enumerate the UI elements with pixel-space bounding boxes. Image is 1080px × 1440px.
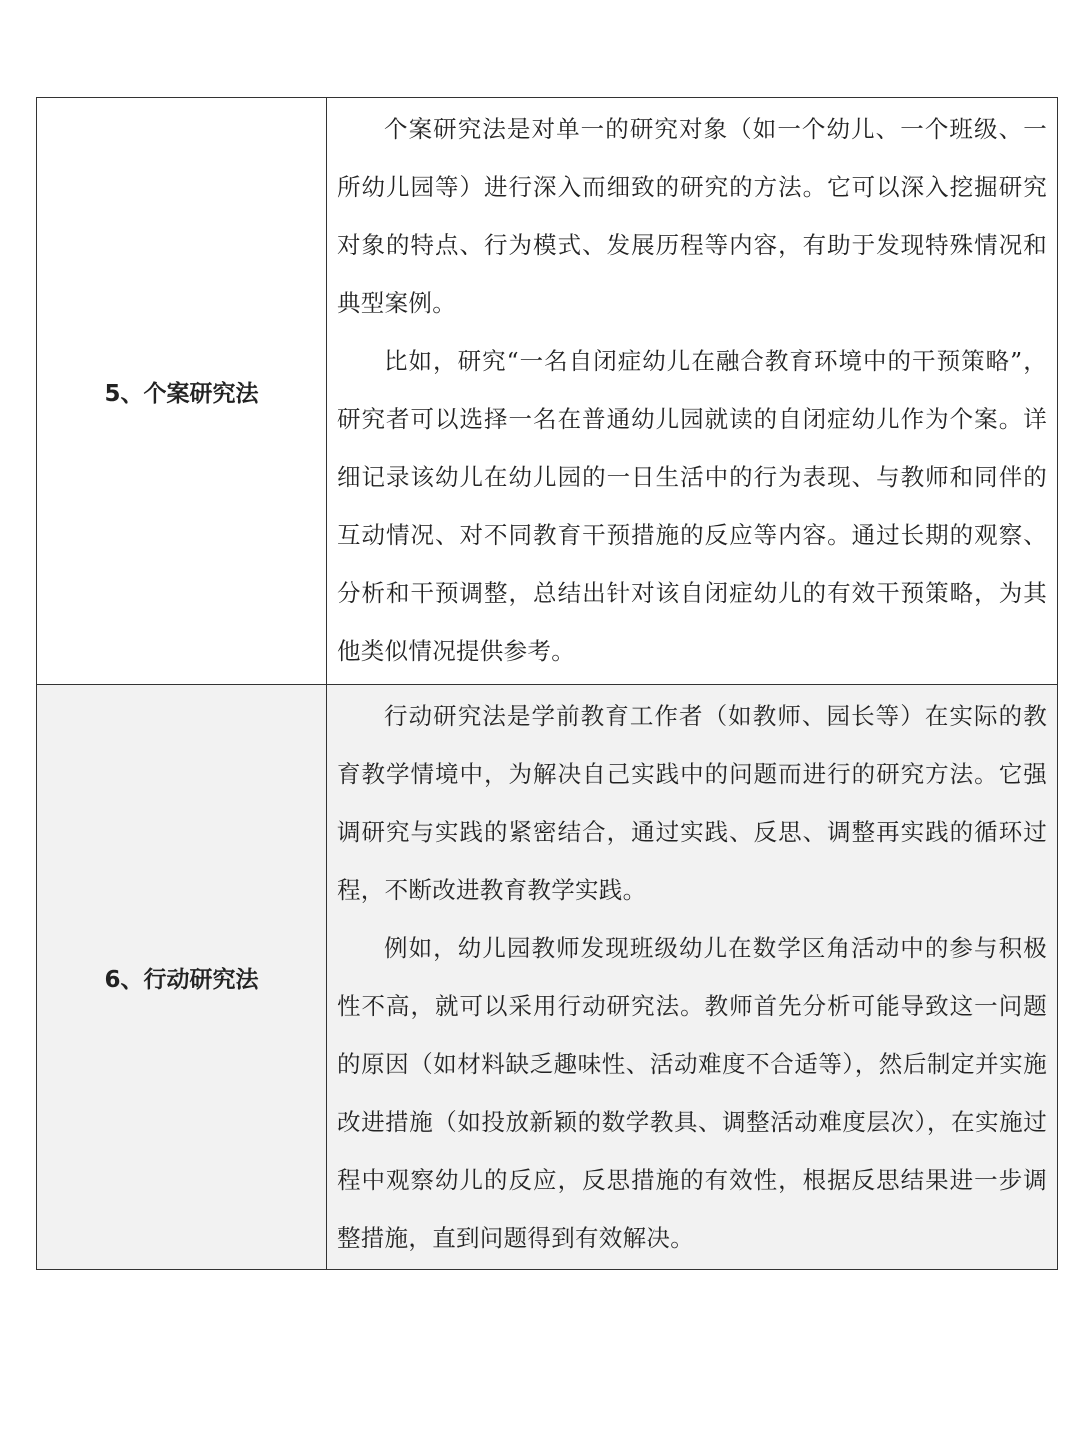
table-row-action-research	[37, 685, 1058, 1270]
table-row-case-study	[37, 98, 1058, 685]
method-name-cell	[37, 98, 327, 685]
methods-table	[36, 97, 1058, 1270]
method-name-cell	[37, 685, 327, 1270]
example-paragraph: 比如，研究“一名自闭症幼儿在融合教育环境中的干预策略”，研究者可以选择一名在普通幼儿园就读的自闭症幼儿作为个案。详细记录该幼儿在幼儿园的一日生活中的行为表现、与教师和同伴的互动情况、对不同教育干预措施的反应等内容。通过长期的观察、分析和干预调整，总结出针对该自闭症幼儿的有效干预策略，为其他类似情况提供参考。	[337, 347, 1047, 665]
description-paragraph: 个案研究法是对单一的研究对象（如一个幼儿、一个班级、一所幼儿园等）进行深入而细致的研究的方法。它可以深入挖掘研究对象的特点、行为模式、发展历程等内容，有助于发现特殊情况和典型案例。	[337, 115, 1047, 317]
method-description-cell	[327, 98, 1058, 685]
description-paragraph: 行动研究法是学前教育工作者（如教师、园长等）在实际的教育教学情境中，为解决自己实践中的问题而进行的研究方法。它强调研究与实践的紧密结合，通过实践、反思、调整再实践的循环过程，不断改进教育教学实践。	[337, 702, 1047, 904]
method-name: 5、个案研究法	[104, 380, 259, 407]
method-name: 6、行动研究法	[104, 966, 259, 993]
method-description-cell	[327, 685, 1058, 1270]
example-paragraph: 例如，幼儿园教师发现班级幼儿在数学区角活动中的参与积极性不高，就可以采用行动研究法。教师首先分析可能导致这一问题的原因（如材料缺乏趣味性、活动难度不合适等），然后制定并实施改进措施（如投放新颖的数学教具、调整活动难度层次），在实施过程中观察幼儿的反应，反思措施的有效性，根据反思结果进一步调整措施，直到问题得到有效解决。	[337, 934, 1047, 1252]
